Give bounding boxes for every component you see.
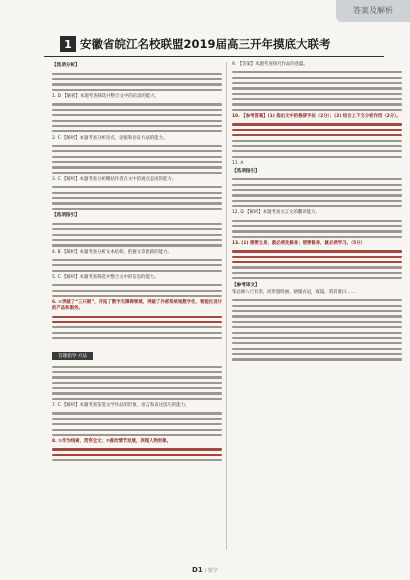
- answer-11: 11. A: [232, 161, 244, 166]
- section-label: 【选项分析】: [52, 63, 80, 68]
- text-lines: [232, 178, 402, 207]
- answer-13: 13. (1) 想要立身，就必须先修身；想要修身，就必须学习。（5分）: [232, 241, 365, 247]
- answer-6: 6. ①突破了“三只眼”，开拓了数字无障碍领域，突破了外部系统地数字化、智能化设计的产品和服务。: [52, 300, 222, 312]
- corner-tab: 答案及解析: [336, 0, 410, 22]
- text-lines: [232, 299, 402, 360]
- text-lines: [52, 103, 222, 132]
- text-lines: [232, 71, 402, 111]
- text-lines: [52, 145, 222, 174]
- method-band: 答题指导·方法: [52, 352, 93, 360]
- text-lines: [52, 186, 222, 210]
- answer-2: 2. C 【解析】本题考查分析论点、论据和论证方法的能力。: [52, 135, 168, 141]
- column-divider: [226, 62, 227, 550]
- reference-translation: 邹忌修八尺有余，而形貌昳丽。朝服衣冠，窥镜，谓其妻曰……: [232, 290, 355, 296]
- answer-3: 3. C 【解析】本题考查分析概括作者在文中的观点态度的能力。: [52, 177, 177, 183]
- answer-12: 12. D 【解析】本题考查文言文的翻译能力。: [232, 210, 320, 216]
- answer-5: 5. C 【解析】本题考查筛选并整合文中的信息的能力。: [52, 275, 159, 280]
- page-footer: [0, 566, 410, 574]
- answer-9: 9. 【答案】本题考查探究作品的意蕴。: [232, 62, 308, 67]
- text-lines: [52, 259, 222, 272]
- answer-8: 8. ①作为线索，贯穿全文；②推动情节发展，表现人物形象。: [52, 439, 172, 445]
- header-rule: [44, 56, 384, 57]
- section-label: 【选项指引】: [52, 213, 80, 219]
- text-lines: [52, 366, 222, 400]
- answer-10: 10. 【参考答案】(1) 指出文中的修辞手法（2分）；(2) 结合上下文分析作用（2分）。: [232, 114, 401, 120]
- text-lines: [52, 448, 222, 461]
- text-lines: [52, 284, 222, 297]
- left-column: [52, 62, 222, 465]
- text-lines: [52, 316, 222, 340]
- page-header: [60, 35, 380, 53]
- page-number: D1: [192, 566, 203, 574]
- page-title: 安徽省皖江名校联盟2019届高三开年摸底大联考: [80, 37, 331, 51]
- page-subject: / 数学: [204, 568, 218, 574]
- text-lines: [232, 123, 402, 157]
- answer-1: 1. D 【解析】本题考查筛选并整合文中的信息的能力。: [52, 94, 159, 100]
- text-lines: [52, 73, 222, 91]
- text-lines: [52, 412, 222, 436]
- section-number-badge: 1: [60, 36, 76, 52]
- answer-7: 7. C 【解析】本题考查鉴赏文学作品的形象、语言和表达技巧的能力。: [52, 403, 190, 409]
- right-column: [232, 62, 402, 364]
- reference-translation-label: 【参考译文】: [232, 282, 260, 288]
- text-lines: [52, 223, 222, 247]
- section-label: 【选项指引】: [232, 168, 260, 174]
- text-lines: [232, 220, 402, 238]
- text-lines: [232, 250, 402, 279]
- answer-4: 4. B 【解析】本题考查分析文本结构，把握文章思路的能力。: [52, 249, 172, 255]
